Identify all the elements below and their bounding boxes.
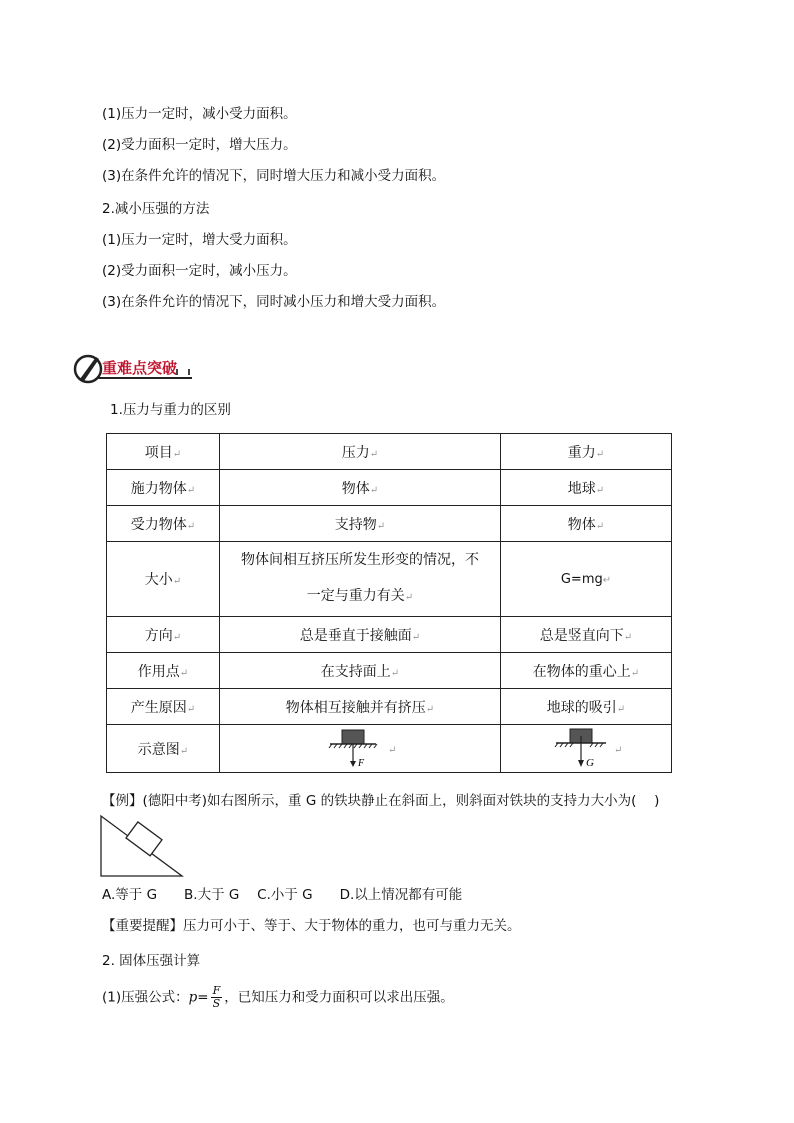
section-badge-label: 重难点突破 [102, 359, 178, 377]
size-line-1: 物体间相互挤压所发生形变的情况，不 [241, 552, 479, 568]
pressure-cell: 物体间相互挤压所发生形变的情况，不 一定与重力有关↵ [220, 542, 501, 617]
formula-prefix: (1)压强公式： [102, 989, 189, 1006]
gravity-cell: 总是竖直向下↵ [501, 617, 672, 653]
svg-text:G: G [585, 756, 594, 769]
formula-line: (1)压强公式：p= $\frac{F}{S}$ ，已知压力和受力面积可以求出压强。 [102, 984, 454, 1010]
gravity-diagram-cell: G ↵ [501, 725, 672, 773]
row-label: 作用点↵ [107, 653, 220, 689]
comparison-table [106, 433, 672, 773]
table-row [107, 653, 672, 689]
gravity-diagram [550, 728, 610, 770]
gravity-cell: G=mg↵ [501, 542, 672, 617]
size-line-2: 一定与重力有关 [306, 588, 405, 604]
gravity-cell: 地球的吸引↵ [501, 689, 672, 725]
reduce-method-3: (3)在条件允许的情况下，同时减小压力和增大受力面积。 [102, 294, 446, 310]
badge-underline [98, 377, 192, 379]
formula-variable: p [188, 989, 198, 1006]
pressure-diagram [324, 728, 384, 770]
pressure-cell: 支持物↵ [220, 506, 501, 542]
increase-method-1: (1)压力一定时，减小受力面积。 [102, 106, 297, 122]
table-row [107, 470, 672, 506]
table-title: 1.压力与重力的区别 [110, 402, 231, 418]
badge-ornament [176, 369, 190, 375]
reduce-method-2: (2)受力面积一定时，减小压力。 [102, 263, 297, 279]
pressure-cell: 物体↵ [220, 470, 501, 506]
formula-suffix: ，已知压力和受力面积可以求出压强。 [224, 989, 454, 1006]
table-row [107, 506, 672, 542]
formula-fraction: $\frac{F}{S}$ [212, 984, 221, 1010]
brush-icon [72, 351, 106, 385]
row-label: 示意图↵ [107, 725, 220, 773]
gravity-cell: 物体↵ [501, 506, 672, 542]
table-row [107, 689, 672, 725]
pressure-cell: 物体相互接触并有挤压↵ [220, 689, 501, 725]
example-question: 【例】(德阳中考)如右图所示，重 G 的铁块静止在斜面上，则斜面对铁块的支持力大小为( ) [102, 793, 660, 809]
table-header-row [107, 434, 672, 470]
row-label: 受力物体↵ [107, 506, 220, 542]
example-options: A.等于 G B.大于 G C.小于 G D.以上情况都有可能 [102, 887, 463, 903]
row-label: 产生原因↵ [107, 689, 220, 725]
table-row [107, 617, 672, 653]
table-row [107, 542, 672, 617]
section2-heading: 2. 固体压强计算 [102, 953, 201, 969]
increase-method-3: (3)在条件允许的情况下，同时增大压力和减小受力面积。 [102, 168, 446, 184]
header-gravity: 重力↵ [501, 434, 672, 470]
section-badge [72, 351, 196, 385]
table-row [107, 725, 672, 773]
pressure-cell: 总是垂直于接触面↵ [220, 617, 501, 653]
pressure-diagram-cell: F ↵ [220, 725, 501, 773]
row-label: 施力物体↵ [107, 470, 220, 506]
reduce-method-1: (1)压力一定时，增大受力面积。 [102, 232, 297, 248]
row-label: 方向↵ [107, 617, 220, 653]
svg-text:F: F [357, 757, 364, 769]
important-tip: 【重要提醒】压力可小于、等于、大于物体的重力，也可与重力无关。 [102, 918, 521, 934]
row-label: 大小↵ [107, 542, 220, 617]
gravity-cell: 在物体的重心上↵ [501, 653, 672, 689]
gravity-cell: 地球↵ [501, 470, 672, 506]
pressure-cell: 在支持面上↵ [220, 653, 501, 689]
reduce-heading: 2.减小压强的方法 [102, 201, 210, 217]
increase-method-2: (2)受力面积一定时，增大压力。 [102, 137, 297, 153]
header-pressure: 压力↵ [220, 434, 501, 470]
incline-figure [100, 812, 184, 878]
header-item: 项目↵ [107, 434, 220, 470]
